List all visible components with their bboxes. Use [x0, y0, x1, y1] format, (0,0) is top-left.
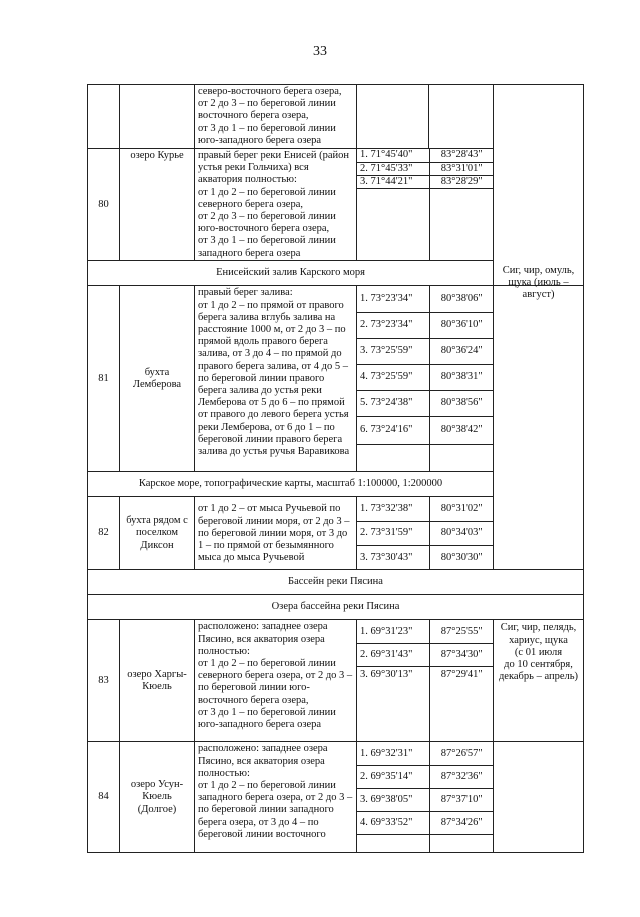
fish-species-cell: Сиг, чир, пелядь, хариус, щука (с 01 июля до 10 сентября, декабрь – апрель) — [494, 620, 584, 742]
latitude: 1. 69°32'31" — [357, 742, 429, 765]
coordinates-cell — [357, 742, 494, 853]
section-heading: Озера бассейна реки Пясина — [88, 595, 584, 620]
section-heading: Бассейн реки Пясина — [88, 570, 584, 595]
boundary-description: правый берег залива: от 1 до 2 – по прямой от правого берега залива вглубь залива на расстояние 1000 м, от 2 до 3 – по прямой вдоль правого берега залива, от 3 до 4 – по прямой до правого берега залива, от 4 до 5 – по береговой линии правого берега залива до устья реки Лемберова от 5 до 6 – по прямой от правого до левого берега устья реки Лемберова, от 6 до 1 – по береговой линии правого берега залива до устья ручья Варавикова — [195, 286, 357, 472]
latitude: 1. 69°31'23" — [357, 620, 429, 643]
coordinates-cell — [357, 286, 494, 472]
row-number-cell — [88, 85, 120, 149]
fish-species-cell — [494, 742, 584, 853]
water-body-name: бухта Лемберова — [120, 286, 195, 472]
longitude: 80°38'56" — [429, 390, 494, 416]
latitude: 3. 73°25'59" — [357, 338, 429, 364]
latitude: 2. 73°23'34" — [357, 312, 429, 338]
boundary-description: северо-восточного берега озера, от 2 до 3 – по береговой линии восточного берега озера, от 3 до 1 – по береговой линии юго-западного берега озера — [195, 85, 357, 149]
longitude: 80°38'06" — [429, 286, 494, 312]
latitude: 2. 73°31'59" — [357, 521, 429, 545]
longitude: 83°28'29" — [429, 175, 494, 188]
fish-species-yenisei: Сиг, чир, омуль, щука (июль – август) — [502, 265, 575, 301]
longitude: 87°34'26" — [429, 811, 494, 834]
water-body-cell — [120, 85, 195, 149]
longitude: 87°34'30" — [429, 643, 494, 666]
latitude: 3. 71°44'21" — [357, 175, 429, 188]
water-body-name: бухта рядом с поселком Диксон — [120, 497, 195, 570]
longitude: 87°32'36" — [429, 765, 494, 788]
longitude: 87°25'55" — [429, 620, 494, 643]
longitude: 80°38'31" — [429, 364, 494, 390]
longitude: 80°36'10" — [429, 312, 494, 338]
longitude: 87°37'10" — [429, 788, 494, 811]
coordinates-list — [357, 149, 494, 260]
longitude: 83°28'43" — [429, 149, 494, 162]
latitude: 3. 73°30'43" — [357, 545, 429, 569]
water-body-name: озеро Усун- Кюель (Долгое) — [120, 742, 195, 853]
table-row — [88, 742, 584, 853]
latitude: 1. 73°23'34" — [357, 286, 429, 312]
coordinates-list — [357, 620, 494, 741]
latitude: 2. 69°31'43" — [357, 643, 429, 666]
longitude: 80°34'03" — [429, 521, 494, 545]
page-number: 33 — [313, 44, 327, 59]
latitude: 2. 69°35'14" — [357, 765, 429, 788]
coordinates-cell — [357, 497, 494, 570]
boundary-description: расположено: западнее озера Пясино, вся акватория озера полностью: от 1 до 2 – по береговой линии северного берега озера, от 2 до 3 – по береговой линии юго- восточного берега озера, от 3 до 1 – по береговой линии юго-западного берега озера — [195, 620, 357, 742]
table-row — [88, 286, 584, 472]
latitude: 1. 73°32'38" — [357, 497, 429, 521]
row-number: 83 — [88, 620, 120, 742]
boundary-description: правый берег реки Енисей (район устья реки Гольчиха) вся акватория полностью: от 1 до 2 – по береговой линии северного берега озера, от 2 до 3 – по береговой линии юго-восточного берега озера, от 3 до 1 – по береговой линии западного берега озера — [195, 149, 357, 261]
row-number: 80 — [88, 149, 120, 261]
water-body-name: озеро Курье — [120, 149, 195, 261]
latitude: 4. 69°33'52" — [357, 811, 429, 834]
fishing-areas-table — [87, 84, 584, 853]
coordinates-list — [357, 497, 494, 569]
table-row — [88, 570, 584, 595]
fish-species-cell — [494, 85, 584, 286]
latitude: 4. 73°25'59" — [357, 364, 429, 390]
table-row — [88, 85, 584, 149]
longitude: 80°38'42" — [429, 416, 494, 444]
latitude-cell — [357, 85, 429, 149]
latitude: 6. 73°24'16" — [357, 416, 429, 444]
coordinates-cell — [357, 620, 494, 742]
longitude: 80°30'30" — [429, 545, 494, 569]
fish-species-cell — [494, 286, 584, 570]
latitude: 5. 73°24'38" — [357, 390, 429, 416]
water-body-name: озеро Харгы- Кюель — [120, 620, 195, 742]
longitude: 80°36'24" — [429, 338, 494, 364]
latitude: 3. 69°38'05" — [357, 788, 429, 811]
table-row — [88, 595, 584, 620]
coordinates-list — [357, 286, 494, 471]
coordinates-list — [357, 742, 494, 852]
row-number: 81 — [88, 286, 120, 472]
table-row — [88, 620, 584, 742]
latitude: 2. 71°45'33" — [357, 162, 429, 175]
row-number: 82 — [88, 497, 120, 570]
latitude: 1. 71°45'40" — [357, 149, 429, 162]
longitude: 80°31'02" — [429, 497, 494, 521]
boundary-description: расположено: западнее озера Пясино, вся акватория озера полностью: от 1 до 2 – по береговой линии западного берега озера, от 2 до 3 – по береговой линии западного берега озера, от 3 до 4 – по береговой линии восточного — [195, 742, 357, 853]
longitude-cell — [429, 85, 494, 149]
latitude: 3. 69°30'13" — [357, 666, 429, 741]
section-heading: Карское море, топографические карты, масштаб 1:100000, 1:200000 — [88, 472, 494, 497]
longitude: 83°31'01" — [429, 162, 494, 175]
section-heading: Енисейский залив Карского моря — [88, 261, 494, 286]
longitude: 87°26'57" — [429, 742, 494, 765]
row-number: 84 — [88, 742, 120, 853]
coordinates-cell — [357, 149, 494, 261]
boundary-description: от 1 до 2 – от мыса Ручьевой по береговой линии моря, от 2 до 3 – по береговой линии моря, от 3 до 1 – по прямой от безымянного мыса до мыса Ручьевой — [195, 497, 357, 570]
longitude: 87°29'41" — [429, 666, 494, 741]
